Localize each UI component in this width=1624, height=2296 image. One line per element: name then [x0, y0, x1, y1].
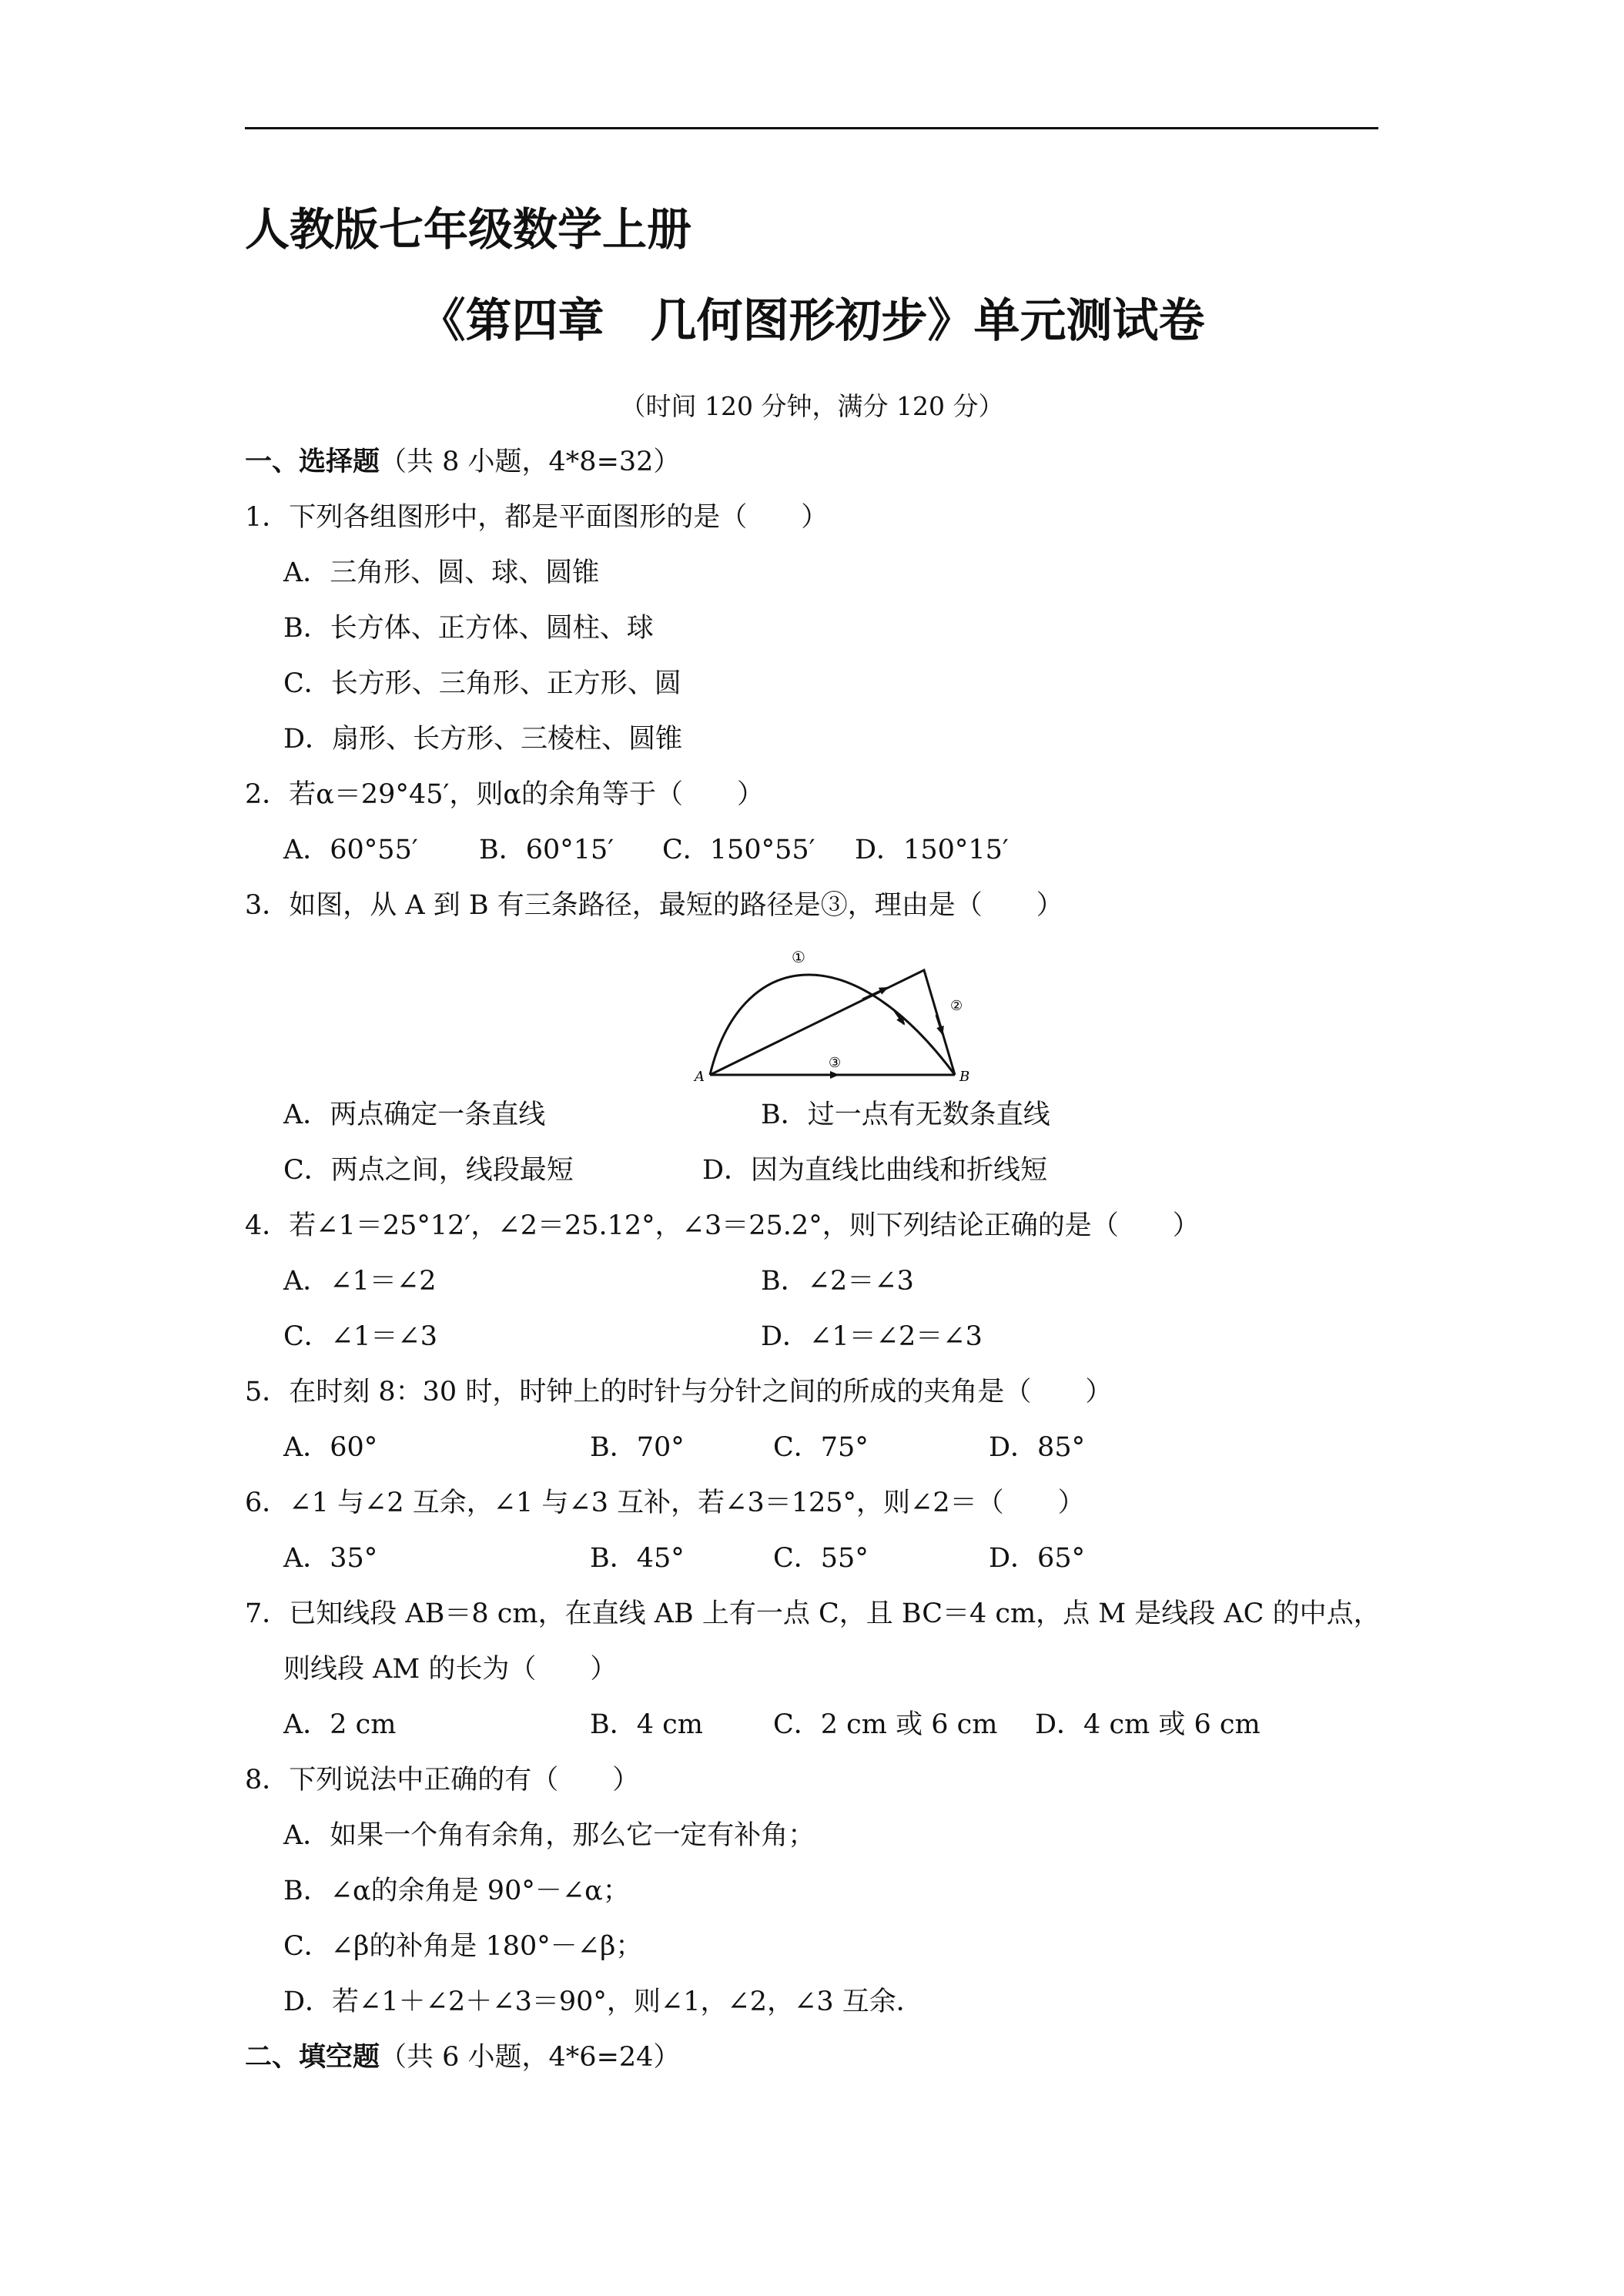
q4-stem: 4．若∠1＝25°12′，∠2＝25.12°，∠3＝25.2°，则下列结论正确的是（ ） [245, 1210, 1200, 1241]
q5-stem: 5．在时刻 8：30 时，时钟上的时针与分针之间的所成的夹角是（ ） [245, 1377, 1113, 1407]
q1-stem: 1．下列各组图形中，都是平面图形的是（ ） [245, 502, 829, 533]
q8-stem: 8．下列说法中正确的有（ ） [245, 1765, 640, 1796]
q7-option-a: A．2 cm [283, 1709, 397, 1740]
path2-label: ② [950, 998, 963, 1014]
section1-heading: 一、选择题 [245, 446, 380, 477]
q3-option-a: A．两点确定一条直线 [283, 1099, 546, 1130]
q5-option-c: C．75° [773, 1432, 869, 1463]
q8-option-a: A．如果一个角有余角，那么它一定有补角； [283, 1820, 815, 1851]
q7-stem-line1: 7．已知线段 AB＝8 cm，在直线 AB 上有一点 C，且 BC＝4 cm，点 M 是线段 AC 的中点， [245, 1598, 1381, 1629]
q5-option-a: A．60° [283, 1432, 378, 1463]
time-info: （时间 120 分钟，满分 120 分） [620, 391, 1004, 421]
point-a-label: A [695, 1069, 705, 1085]
section2-note: （共 6 小题，4*6=24） [380, 2042, 681, 2073]
q7-option-d: D．4 cm 或 6 cm [1035, 1709, 1261, 1740]
q6-stem: 6．∠1 与∠2 互余，∠1 与∠3 互补，若∠3＝125°，则∠2＝（ ） [245, 1488, 1085, 1518]
q4-option-b: B．∠2＝∠3 [761, 1266, 914, 1297]
section1-heading-line [245, 440, 680, 484]
path3-label: ③ [829, 1055, 842, 1071]
header-rule [245, 127, 1378, 129]
point-b-label: B [959, 1069, 970, 1085]
page-subtitle: 《第四章 几何图形初步》单元测试卷 [419, 294, 1205, 348]
q1-option-b: B．长方体、正方体、圆柱、球 [283, 613, 654, 644]
q1-option-c: C．长方形、三角形、正方形、圆 [283, 668, 681, 699]
q1-option-a: A．三角形、圆、球、圆锥 [283, 557, 600, 588]
section2-heading: 二、填空题 [245, 2041, 380, 2073]
q2-option-d: D．150°15′ [855, 835, 1009, 865]
q3-option-d: D．因为直线比曲线和折线短 [702, 1155, 1048, 1186]
q6-option-d: D．65° [989, 1543, 1086, 1574]
q2-option-a: A．60°55′ [283, 835, 418, 865]
q5-option-b: B．70° [590, 1432, 685, 1463]
q5-option-d: D．85° [989, 1432, 1086, 1463]
q4-option-a: A．∠1＝∠2 [283, 1266, 437, 1297]
q8-option-b: B．∠α的余角是 90°－∠α； [283, 1876, 630, 1906]
q3-stem: 3．如图，从 A 到 B 有三条路径，最短的路径是③，理由是（ ） [245, 890, 1063, 921]
q2-option-c: C．150°55′ [662, 835, 815, 865]
path2-arrow-b [936, 1015, 943, 1034]
q8-option-d: D．若∠1＋∠2＋∠3＝90°，则∠1，∠2，∠3 互余． [283, 1986, 923, 2017]
q6-option-c: C．55° [773, 1543, 869, 1574]
q1-option-d: D．扇形、长方形、三棱柱、圆锥 [283, 724, 683, 755]
q7-option-b: B．4 cm [590, 1709, 703, 1740]
q3-option-c: C．两点之间，线段最短 [283, 1155, 574, 1186]
q4-option-d: D．∠1＝∠2＝∠3 [761, 1321, 983, 1352]
q6-option-a: A．35° [283, 1543, 378, 1574]
page-title: 人教版七年级数学上册 [245, 203, 692, 256]
q6-option-b: B．45° [590, 1543, 685, 1574]
q4-option-c: C．∠1＝∠3 [283, 1321, 437, 1352]
section2-heading-line [245, 2036, 680, 2079]
q3-figure [685, 938, 978, 1092]
q7-option-c: C．2 cm 或 6 cm [773, 1709, 998, 1740]
q8-option-c: C．∠β的补角是 180°－∠β； [283, 1931, 643, 1962]
q2-option-b: B．60°15′ [479, 835, 614, 865]
q7-stem-line2: 则线段 AM 的长为（ ） [283, 1654, 618, 1685]
section1-note: （共 8 小题，4*8=32） [380, 447, 681, 477]
q2-stem: 2．若α＝29°45′，则α的余角等于（ ） [245, 779, 765, 810]
path1-label: ① [792, 948, 805, 966]
q3-option-b: B．过一点有无数条直线 [761, 1099, 1050, 1130]
